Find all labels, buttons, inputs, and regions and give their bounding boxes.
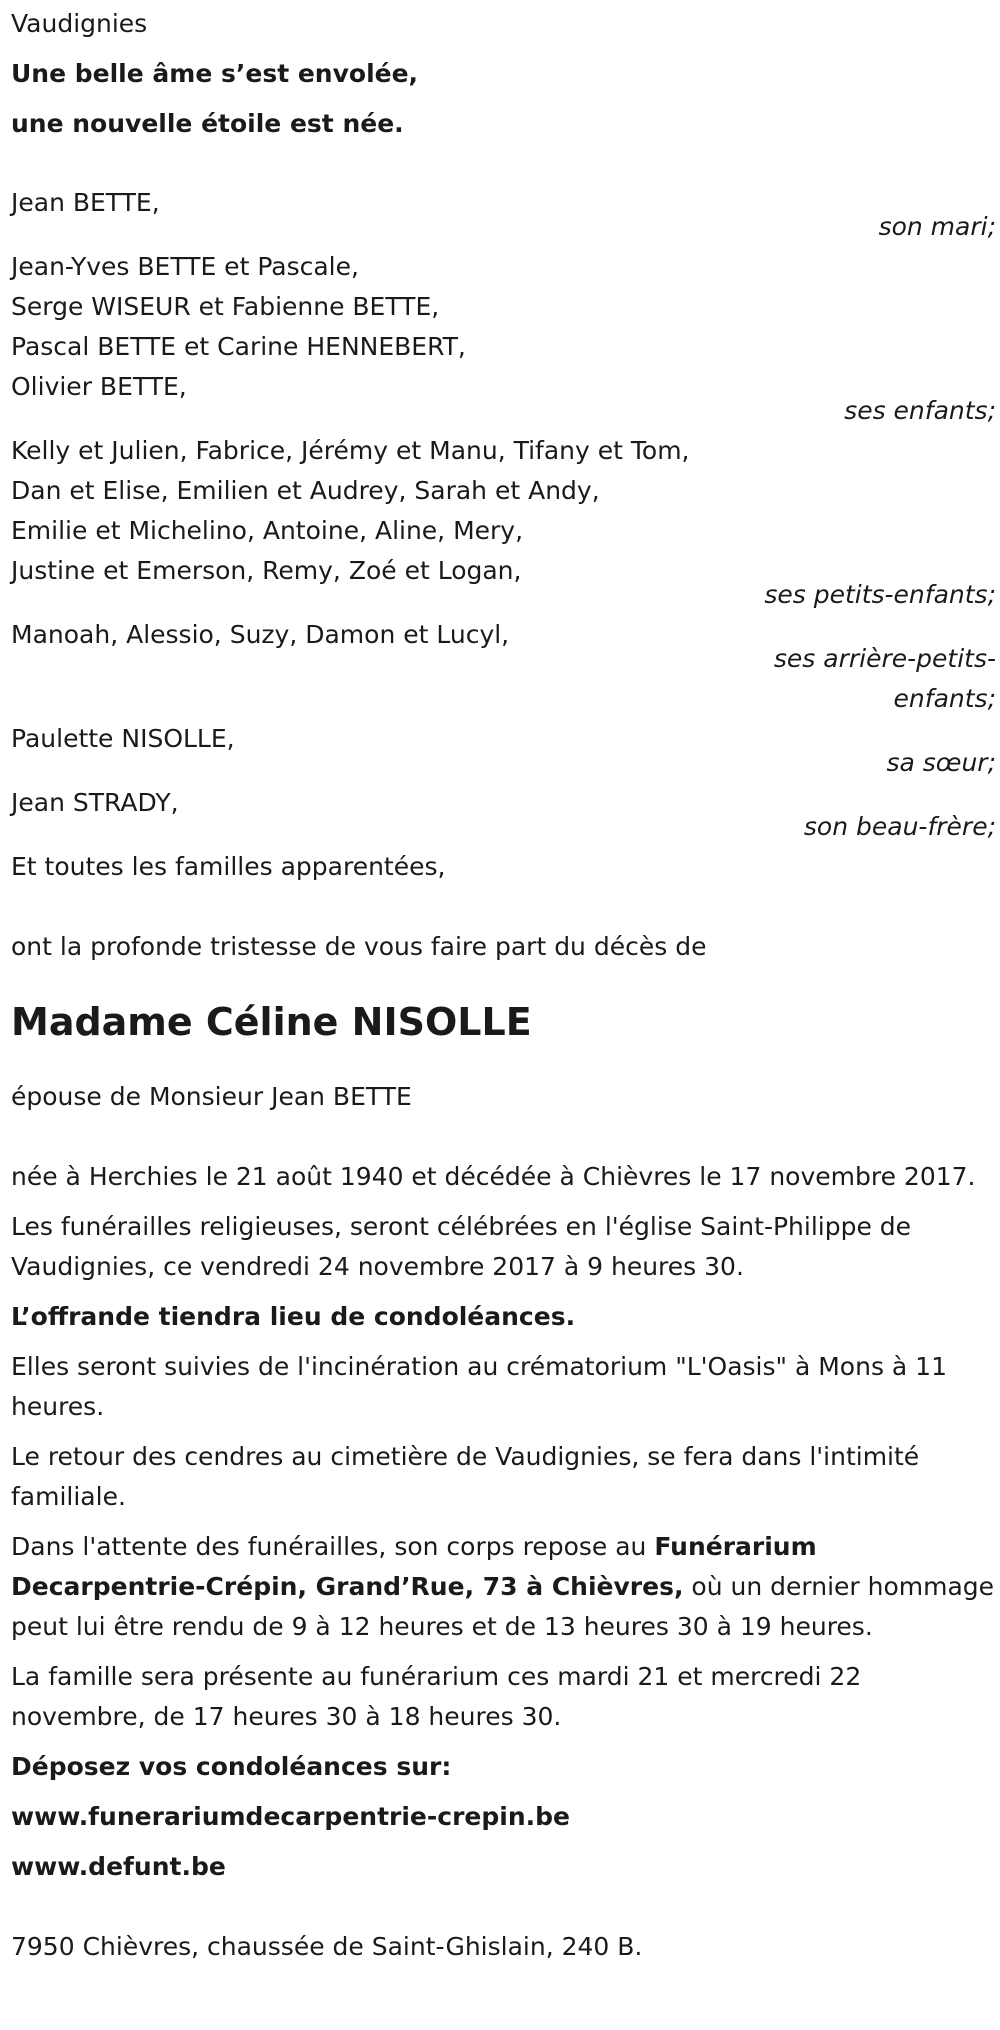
obituary-column xyxy=(11,4,996,1967)
family-role-label-line-2: enfants; xyxy=(893,684,996,713)
condolences-label: Déposez vos condoléances sur: xyxy=(11,1752,452,1781)
verse-line-2: une nouvelle étoile est née. xyxy=(11,109,404,138)
family-name-line: Serge WISEUR et Fabienne BETTE, xyxy=(11,292,440,321)
cremation-details: Elles seront suivies de l'incinération au crématorium "L'Oasis" à Mons à 11 heures. xyxy=(11,1352,947,1421)
family-name-line: Paulette NISOLLE, xyxy=(11,724,235,753)
ashes-details: Le retour des cendres au cimetière de Vaudignies, se fera dans l'intimité familiale. xyxy=(11,1442,920,1511)
family-name-line: Manoah, Alessio, Suzy, Damon et Lucyl, xyxy=(11,620,510,649)
condolences-site-1: www.funerariumdecarpentrie-crepin.be xyxy=(11,1802,570,1831)
funeral-details: Les funérailles religieuses, seront célébrées en l'église Saint-Philippe de Vaudignies, ce vendredi 24 novembre 2017 à 9 heures 30. xyxy=(11,1212,912,1281)
family-group-grandchildren xyxy=(11,431,996,615)
family-name-line: Jean BETTE, xyxy=(11,188,160,217)
family-name-line: Jean STRADY, xyxy=(11,788,179,817)
spouse-line: épouse de Monsieur Jean BETTE xyxy=(11,1082,412,1111)
family-group-related xyxy=(11,847,996,887)
family-group-great-grandchildren xyxy=(11,615,996,719)
family-name-line: Et toutes les familles apparentées, xyxy=(11,852,446,881)
family-name-line: Kelly et Julien, Fabrice, Jérémy et Manu, Tifany et Tom, xyxy=(11,436,690,465)
family-role-label: son mari; xyxy=(878,212,996,241)
wake-intro: Dans l'attente des funérailles, son corps repose au xyxy=(11,1532,655,1561)
family-name-line: Jean-Yves BETTE et Pascale, xyxy=(11,252,359,281)
family-role-label: son beau-frère; xyxy=(803,812,996,841)
birth-death-dates: née à Herchies le 21 août 1940 et décédée à Chièvres le 17 novembre 2017. xyxy=(11,1162,976,1191)
family-name-line: Pascal BETTE et Carine HENNEBERT, xyxy=(11,332,466,361)
family-role-label: sa sœur; xyxy=(886,748,996,777)
family-name-line: Emilie et Michelino, Antoine, Aline, Mery, xyxy=(11,516,524,545)
family-name-line: Dan et Elise, Emilien et Audrey, Sarah et Andy, xyxy=(11,476,600,505)
family-group-brother-in-law xyxy=(11,783,996,847)
family-role-label-line-1: ses arrière-petits- xyxy=(773,644,996,673)
family-name-line: Justine et Emerson, Remy, Zoé et Logan, xyxy=(11,556,522,585)
address-line: 7950 Chièvres, chaussée de Saint-Ghislain, 240 B. xyxy=(11,1932,643,1961)
wake-details xyxy=(11,1527,996,1647)
funerarium-location: Funérarium Decarpentrie-Crépin, Grand’Rue, 73 à Chièvres, xyxy=(11,1532,817,1601)
family-group-sister xyxy=(11,719,996,783)
verse-line-1: Une belle âme s’est envolée, xyxy=(11,59,419,88)
family-role-label: ses enfants; xyxy=(844,396,996,425)
family-role-label: ses petits-enfants; xyxy=(764,580,996,609)
condolences-site-2: www.defunt.be xyxy=(11,1852,226,1881)
announcement-text: ont la profonde tristesse de vous faire part du décès de xyxy=(11,932,707,961)
deceased-name: Madame Céline NISOLLE xyxy=(11,1000,532,1044)
family-group-children xyxy=(11,247,996,431)
family-name-line: Olivier BETTE, xyxy=(11,372,187,401)
offering-notice: L’offrande tiendra lieu de condoléances. xyxy=(11,1302,576,1331)
place-name: Vaudignies xyxy=(11,9,148,38)
wake-hours: où un dernier hommage peut lui être rendu de 9 à 12 heures et de 13 heures 30 à 19 heures. xyxy=(11,1572,995,1641)
family-group-husband xyxy=(11,183,996,247)
family-presence: La famille sera présente au funérarium ces mardi 21 et mercredi 22 novembre, de 17 heures 30 à 18 heures 30. xyxy=(11,1662,862,1731)
